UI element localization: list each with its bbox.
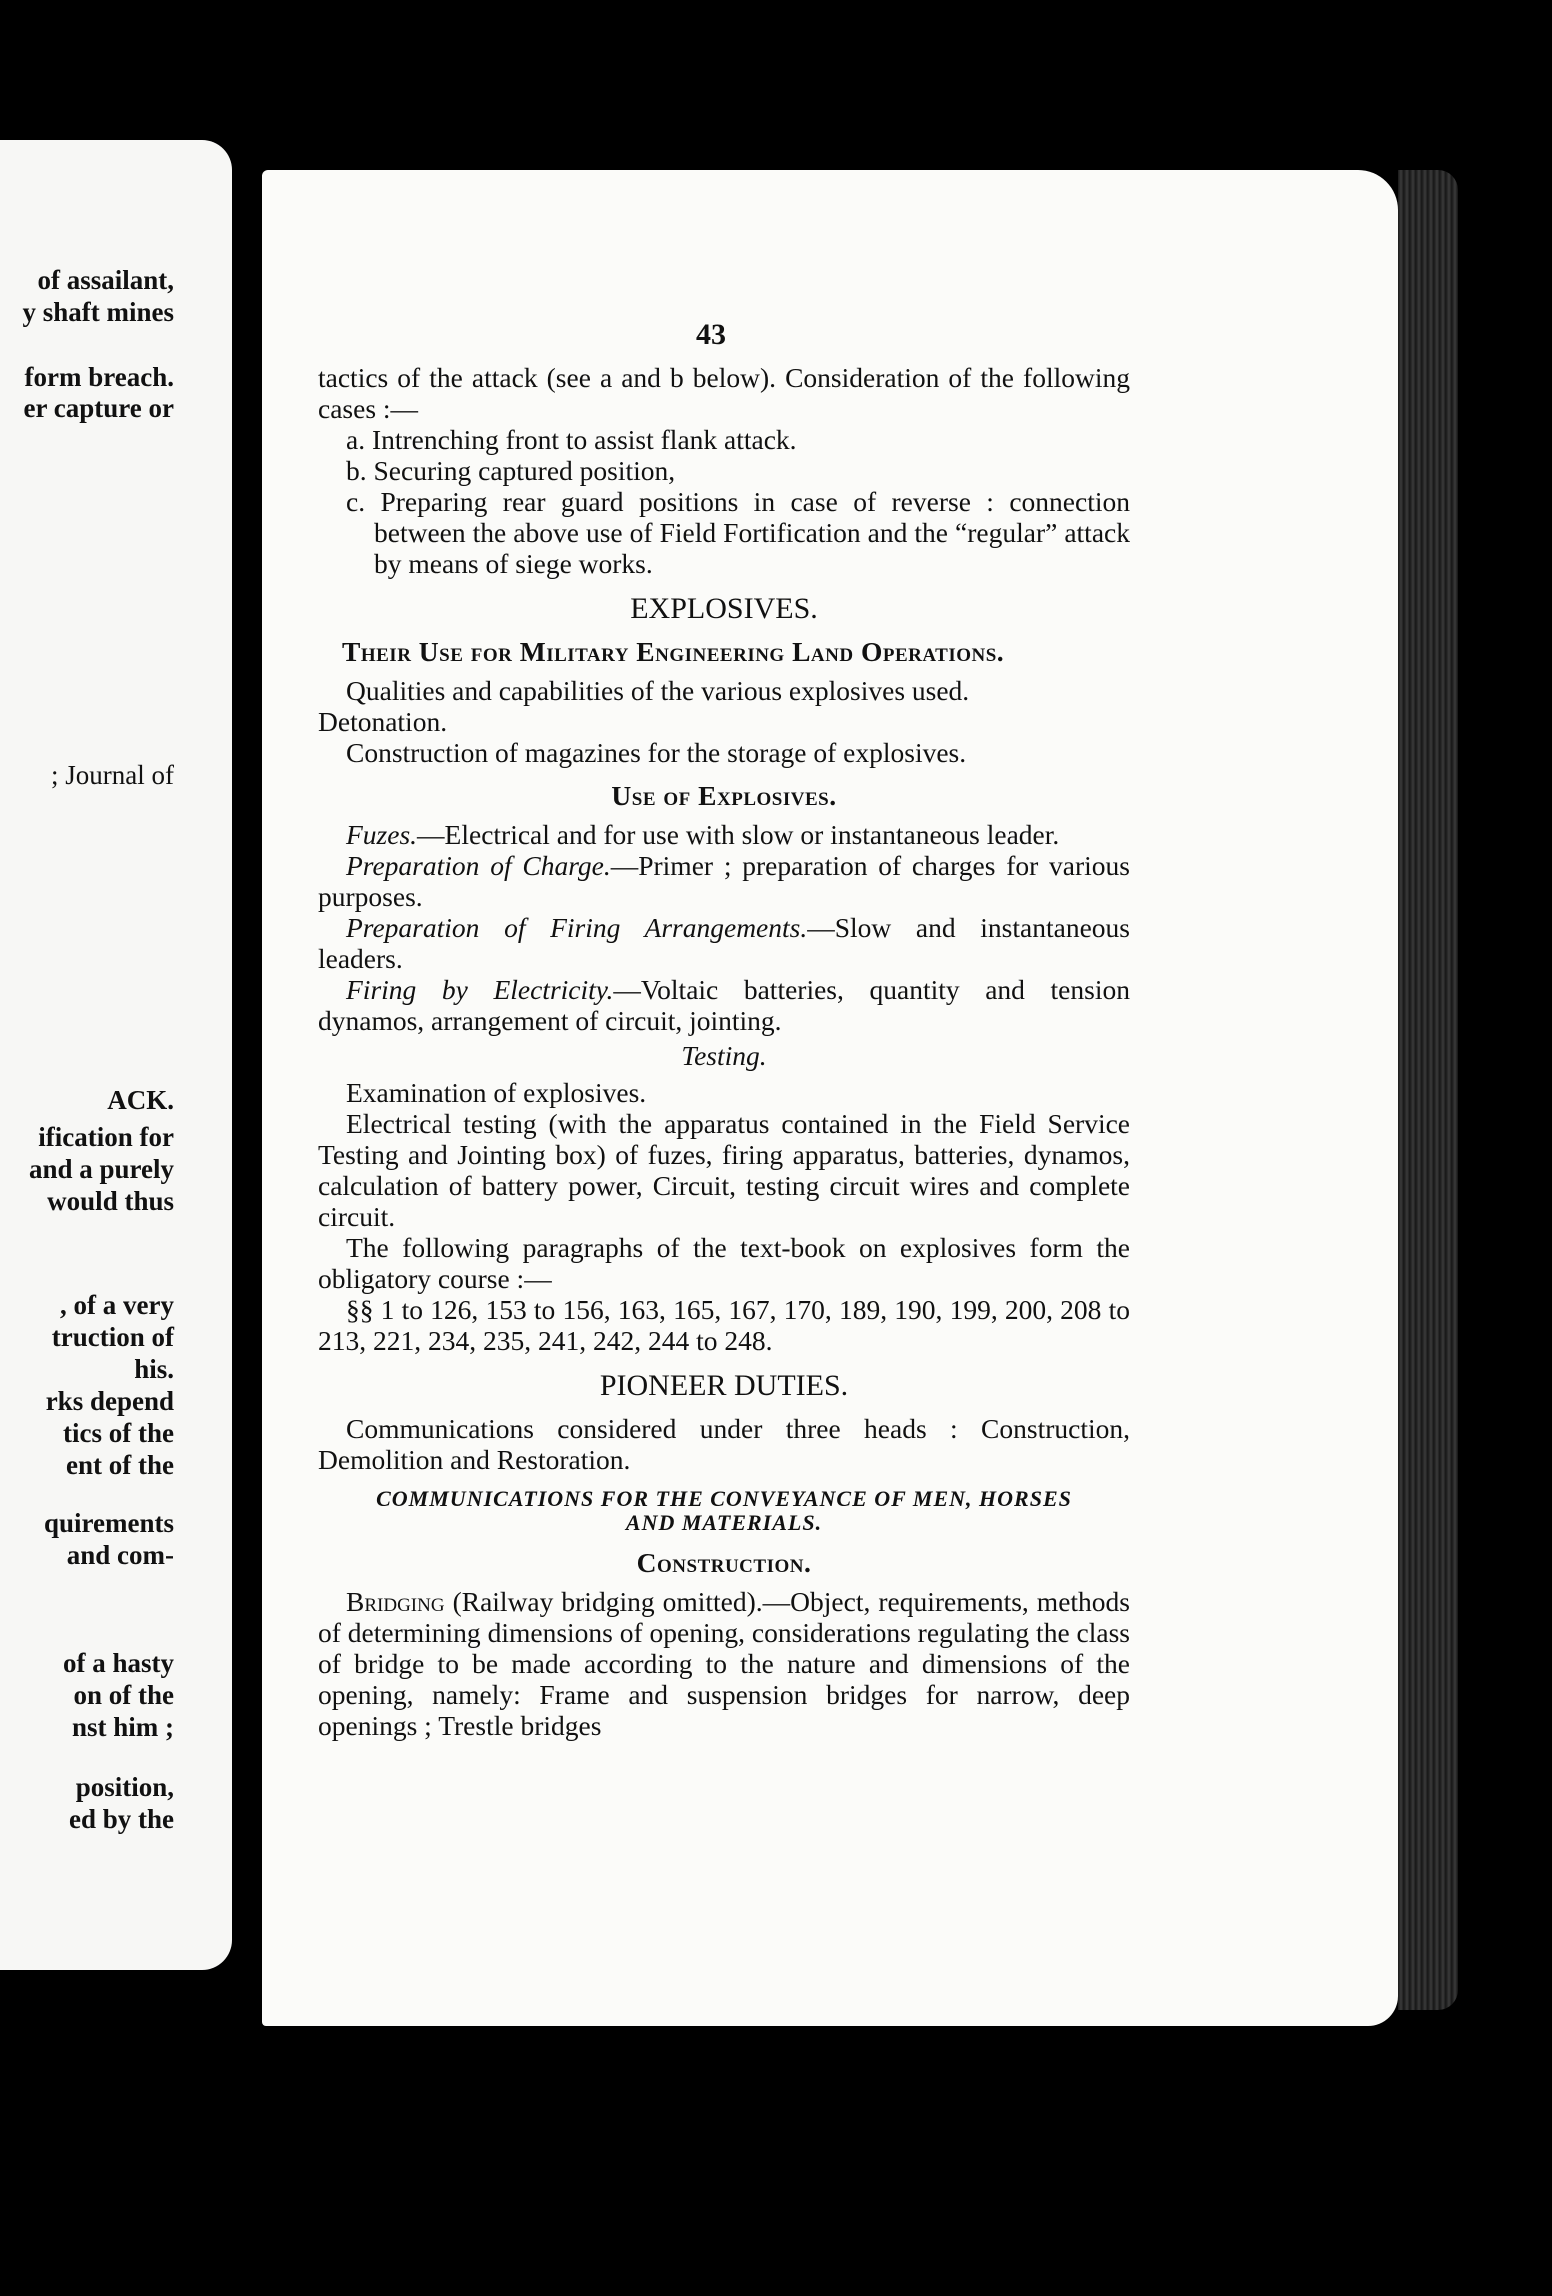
explosives-detonation: Detonation.: [318, 706, 448, 737]
page-edges: [1398, 170, 1458, 2010]
facing-page-line: of assailant,: [37, 265, 174, 295]
facing-page-line: and a purely: [28, 1154, 174, 1184]
charge-label: Preparation of Charge.: [346, 850, 611, 881]
firing-paragraph: [318, 912, 1130, 974]
facing-page-line: position,: [75, 1772, 174, 1802]
facing-page-fragment: [0, 140, 232, 1970]
facing-page-line: y shaft mines: [22, 297, 174, 327]
section-heading-explosives: EXPLOSIVES.: [630, 592, 818, 625]
case-item-c: c. Preparing rear guard positions in case of reverse : connection between the above use of Field Fortification and the “regular” attack by means of siege works.: [346, 486, 1130, 579]
facing-page-line: ification for: [38, 1122, 174, 1152]
pioneer-communications: Communications considered under three heads : Construction, Demolition and Restoration.: [318, 1413, 1130, 1475]
facing-page-line: er capture or: [23, 393, 174, 423]
testing-obligatory: The following paragraphs of the text-book on explosives form the obligatory course :—: [318, 1232, 1130, 1294]
fuzes-paragraph: [318, 819, 1130, 850]
facing-page-line: tics of the: [63, 1418, 174, 1448]
page-body: [318, 362, 1130, 1741]
subheading-testing: Testing.: [681, 1040, 767, 1071]
bridging-paragraph: [318, 1586, 1130, 1741]
subheading-land-operations: Their Use for Military Engineering Land Operations.: [342, 636, 1005, 667]
facing-page-line: quirements: [43, 1508, 174, 1538]
facing-page-line: ; Journal of: [51, 760, 174, 790]
subheading-construction: Construction.: [636, 1547, 812, 1578]
fuzes-text: —Electrical and for use with slow or instantaneous leader.: [417, 819, 1060, 850]
intro-paragraph: tactics of the attack (see a and b below). Consideration of the following cases :—: [318, 362, 1130, 424]
facing-page-line: his.: [134, 1354, 174, 1384]
bridging-label: Bridging: [346, 1586, 445, 1617]
testing-paragraph-list: §§ 1 to 126, 153 to 156, 163, 165, 167, 170, 189, 190, 199, 200, 208 to 213, 221, 234, 235, 241, 242, 244 to 248.: [318, 1294, 1130, 1356]
facing-page-line: and com-: [66, 1540, 174, 1570]
subheading-communications: [318, 1487, 1130, 1535]
bridging-text: (Railway bridging omitted).—Object, requirements, methods of determining dimensions of opening, considerations regulating the class of bridge to be made according to the nature and dimensions of the opening, namely: Frame and suspension bridges for narrow, deep openings ; Trestle bridges: [318, 1586, 1130, 1741]
electricity-paragraph: [318, 974, 1130, 1036]
facing-page-line: , of a very: [60, 1290, 174, 1320]
electricity-label: Firing by Electricity.: [346, 974, 614, 1005]
facing-page-line: on of the: [73, 1680, 174, 1710]
section-heading-pioneer-duties: PIONEER DUTIES.: [599, 1369, 849, 1402]
explosives-qualities: Qualities and capabilities of the various explosives used.: [346, 675, 970, 706]
subheading-use-of-explosives: Use of Explosives.: [611, 780, 837, 811]
facing-page-line: nst him ;: [71, 1712, 174, 1742]
facing-page-line: of a hasty: [62, 1648, 174, 1678]
facing-page-line: ent of the: [66, 1450, 174, 1480]
page-number: 43: [696, 318, 726, 351]
testing-electrical: Electrical testing (with the apparatus contained in the Field Service Testing and Jointing box) of fuzes, firing apparatus, batteries, dynamos, calculation of battery power, Circuit, testing circuit wires and complete circuit.: [318, 1108, 1130, 1232]
charge-paragraph: [318, 850, 1130, 912]
facing-page-line: ACK.: [107, 1085, 174, 1115]
facing-page-line: form breach.: [24, 362, 174, 392]
firing-text: —Slow and instantaneous leaders.: [318, 912, 1130, 974]
electricity-text: —Voltaic batteries, quantity and tension dynamos, arrangement of circuit, jointing.: [318, 974, 1130, 1036]
case-item-a: a. Intrenching front to assist flank attack.: [346, 424, 797, 455]
communications-heading-line1: COMMUNICATIONS FOR THE CONVEYANCE OF MEN, HORSES: [376, 1486, 1072, 1511]
case-item-b: b. Securing captured position,: [346, 455, 676, 486]
facing-page-line: rks depend: [45, 1386, 174, 1416]
explosives-magazines: Construction of magazines for the storage of explosives.: [346, 737, 967, 768]
book-gutter: [232, 0, 262, 2296]
firing-label: Preparation of Firing Arrangements.: [346, 912, 808, 943]
communications-heading-line2: AND MATERIALS.: [625, 1510, 823, 1535]
facing-page-line: ed by the: [68, 1804, 174, 1834]
facing-page-line: truction of: [51, 1322, 174, 1352]
facing-page-line: would thus: [47, 1186, 174, 1216]
charge-text: —Primer ; preparation of charges for various purposes.: [318, 850, 1130, 912]
testing-examination: Examination of explosives.: [346, 1077, 647, 1108]
fuzes-label: Fuzes.: [346, 819, 418, 850]
